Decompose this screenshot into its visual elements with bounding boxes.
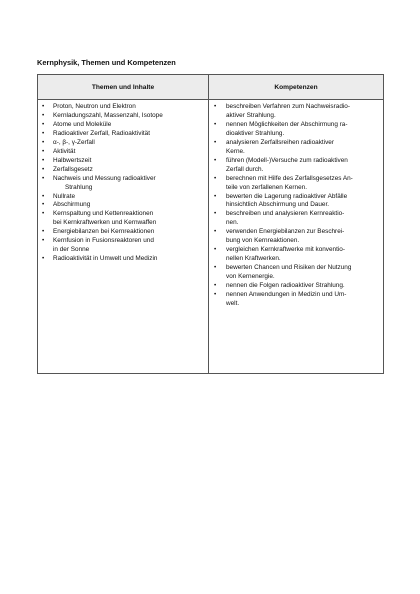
- bullet-icon: •: [214, 291, 217, 299]
- bullet-icon: •: [214, 156, 217, 164]
- list-item: [209, 157, 383, 175]
- competence-text: nennen Möglichkeiten der Abschirmung ra- dioaktiver Strahlung.: [226, 120, 348, 137]
- competence-text: beschreiben Verfahren zum Nachweisradio- aktiver Strahlung.: [226, 103, 350, 119]
- bullet-icon: •: [42, 210, 45, 218]
- bullet-icon: •: [214, 228, 217, 236]
- list-item: [38, 121, 208, 130]
- list-item: [38, 103, 208, 112]
- list-item: [38, 228, 208, 237]
- bullet-icon: •: [42, 138, 45, 146]
- competence-text: bewerten die Lagerung radioaktiver Abfälle hinsichtlich Abschirmung und Dauer.: [226, 192, 348, 209]
- list-item: [209, 210, 383, 228]
- competence-text: beschreiben und analysieren Kernreaktio- nen.: [226, 210, 345, 227]
- bullet-icon: •: [42, 201, 45, 209]
- bullet-icon: •: [42, 255, 45, 263]
- bullet-icon: •: [214, 264, 217, 272]
- list-item: [209, 193, 383, 211]
- bullet-icon: •: [214, 138, 217, 146]
- list-item: [209, 291, 383, 309]
- topic-text: Kernladungszahl, Massenzahl, Isotope: [53, 111, 163, 119]
- competence-text: nennen die Folgen radioaktiver Strahlung.: [226, 282, 345, 290]
- list-item: [209, 228, 383, 246]
- topic-text: Proton, Neutron und Elektron: [53, 103, 136, 110]
- topic-text: Aktivität: [53, 147, 76, 155]
- list-item: [38, 112, 208, 121]
- list-item: [38, 130, 208, 139]
- table-body-row: [38, 100, 384, 374]
- topic-text: α-, β-, γ-Zerfall: [53, 138, 95, 146]
- list-item: [38, 166, 208, 175]
- table-header-row: [38, 75, 384, 100]
- list-item: [38, 255, 208, 264]
- list-item: [209, 264, 383, 282]
- bullet-icon: •: [42, 111, 45, 119]
- list-item: [38, 139, 208, 148]
- bullet-icon: •: [214, 103, 217, 110]
- list-item: [38, 148, 208, 157]
- bullet-icon: •: [214, 192, 217, 200]
- bullet-icon: •: [42, 237, 45, 245]
- bullet-icon: •: [42, 103, 45, 110]
- bullet-icon: •: [42, 174, 45, 182]
- list-item: [38, 201, 208, 210]
- competence-text: vergleichen Kernkraftwerke mit konventio- nellen Kraftwerken.: [226, 246, 345, 263]
- bullet-icon: •: [42, 228, 45, 236]
- list-item: [209, 175, 383, 193]
- topic-text: Halbwertszeit: [53, 156, 92, 164]
- bullet-icon: •: [214, 174, 217, 182]
- topics-competences-table: [37, 74, 384, 374]
- competence-text: bewerten Chancen und Risiken der Nutzung von Kernenergie.: [226, 264, 352, 281]
- competence-text: verwenden Energiebilanzen zur Beschrei- bung von Kernreaktionen.: [226, 228, 345, 245]
- topic-text: Nachweis und Messung radioaktiver: [53, 174, 156, 182]
- topics-cell: [38, 100, 209, 374]
- list-item: [209, 121, 383, 139]
- bullet-icon: •: [42, 120, 45, 128]
- topic-continuation: Strahlung: [65, 183, 93, 191]
- header-competences: Kompetenzen: [209, 75, 384, 100]
- topic-text: Kernspaltung und Kettenreaktionen bei Kernkraftwerken und Kernwaffen: [53, 210, 157, 227]
- bullet-icon: •: [214, 282, 217, 290]
- competence-text: führen (Modell-)Versuche zum radioaktiven Zerfall durch.: [226, 156, 348, 173]
- competences-list: [209, 103, 383, 309]
- bullet-icon: •: [214, 210, 217, 218]
- header-topics: Themen und Inhalte: [38, 75, 209, 100]
- topic-text: Radioaktiver Zerfall, Radioaktivität: [53, 129, 150, 137]
- list-item: [209, 246, 383, 264]
- bullet-icon: •: [42, 192, 45, 200]
- list-item: [38, 175, 208, 193]
- bullet-icon: •: [42, 165, 45, 173]
- topic-text: Nullrate: [53, 192, 76, 200]
- topic-text: Radioaktivität in Umwelt und Medizin: [53, 255, 158, 263]
- topic-text: Kernfusion in Fusionsreaktoren und in der Sonne: [53, 237, 154, 254]
- topic-text: Abschirmung: [53, 201, 91, 209]
- topics-list: [38, 103, 208, 264]
- page-title: Kernphysik, Themen und Kompetenzen: [37, 58, 176, 67]
- list-item: [209, 139, 383, 157]
- bullet-icon: •: [214, 120, 217, 128]
- competence-text: berechnen mit Hilfe des Zerfallsgesetzes An- teile von zerfallenen Kernen.: [226, 174, 353, 191]
- list-item: [38, 157, 208, 166]
- topic-text: Zerfallsgesetz: [53, 165, 93, 173]
- list-item: [38, 210, 208, 228]
- bullet-icon: •: [214, 246, 217, 254]
- bullet-icon: •: [42, 147, 45, 155]
- list-item: [209, 282, 383, 291]
- list-item: [209, 103, 383, 121]
- competence-text: analysieren Zerfallsreihen radioaktiver Kerne.: [226, 138, 334, 155]
- topic-text: Energiebilanzen bei Kernreaktionen: [53, 228, 155, 236]
- competences-cell: [209, 100, 384, 374]
- bullet-icon: •: [42, 129, 45, 137]
- list-item: [38, 193, 208, 202]
- bullet-icon: •: [42, 156, 45, 164]
- competence-text: nennen Anwendungen in Medizin und Um- welt.: [226, 291, 347, 307]
- list-item: [38, 237, 208, 255]
- topic-text: Atome und Moleküle: [53, 120, 112, 128]
